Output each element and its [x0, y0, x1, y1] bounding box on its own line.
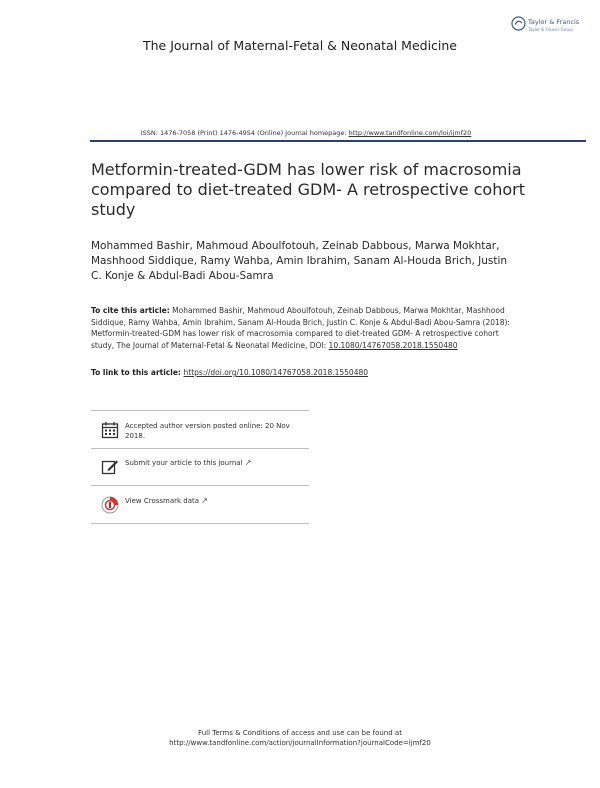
journal-homepage-link[interactable]: http://www.tandfonline.com/loi/ijmf20: [348, 129, 472, 137]
header-rule: [90, 140, 586, 142]
edit-icon: [101, 458, 119, 476]
article-title: Metformin-treated-GDM has lower risk of macrosomia compared to diet-treated GDM- A retrospective cohort study: [91, 160, 525, 219]
submit-link[interactable]: [125, 458, 305, 468]
issn-text: ISSN: 1476-7058 (Print) 1476-4954 (Online) Journal homepage:: [140, 129, 349, 137]
publisher-name: Taylor & Francis: [528, 18, 580, 26]
publisher-logo-icon: [511, 16, 526, 31]
issn-line: [0, 129, 600, 137]
accepted-box: [91, 410, 309, 449]
link-label: To link to this article:: [91, 368, 184, 377]
external-link-icon: ↗: [244, 458, 252, 467]
footer-terms-link[interactable]: http://www.tandfonline.com/action/journalInformation?journalCode=ijmf20: [169, 739, 431, 747]
article-authors: Mohammed Bashir, Mahmoud Aboulfotouh, Zeinab Dabbous, Marwa Mokhtar, Mashhood Siddique, Ramy Wahba, Amin Ibrahim, Sanam Al-Houda Brich, Justin C. Konje & Abdul-Badi Abou-Samra: [91, 240, 508, 282]
submit-text: Submit your article to this journal: [125, 459, 243, 467]
accepted-text: Accepted author version posted online: 20 Nov 2018.: [125, 422, 290, 440]
crossmark-text: View Crossmark data: [125, 497, 200, 505]
citation-text: Mohammed Bashir, Mahmoud Aboulfotouh, Zeinab Dabbous, Marwa Mokhtar, Mashhood Siddique, Ramy Wahba, Amin Ibrahim, Sanam Al-Houda Brich, Justin C. Konje & Abdul-Badi Abou-Samra (2018): Metformin-treated-GDM has lower risk of macrosomia compared to diet-treated GDM- A retrospective cohort study, The Journal of Maternal-Fetal & Neonatal Medicine, DOI:: [91, 306, 511, 350]
crossmark-icon: [101, 496, 119, 514]
crossmark-box[interactable]: [91, 486, 309, 524]
calendar-icon: [101, 421, 119, 439]
article-doi-link[interactable]: https://doi.org/10.1080/14767058.2018.1550480: [183, 368, 369, 377]
footer-line-1: Full Terms & Conditions of access and use can be found at: [198, 729, 402, 737]
crossmark-link[interactable]: [125, 496, 305, 506]
citation-doi-link[interactable]: 10.1080/14767058.2018.1550480: [328, 340, 458, 350]
footer: [0, 728, 600, 748]
publisher-subname: Taylor & Francis Group: [528, 27, 573, 32]
external-link-icon: ↗: [201, 496, 208, 505]
citation-block: [91, 305, 511, 351]
submit-box[interactable]: [91, 448, 309, 486]
citation-label: To cite this article:: [91, 306, 170, 315]
link-to-article: [91, 368, 511, 377]
journal-title: The Journal of Maternal-Fetal & Neonatal Medicine: [142, 38, 457, 53]
publisher-logo[interactable]: [511, 16, 589, 38]
